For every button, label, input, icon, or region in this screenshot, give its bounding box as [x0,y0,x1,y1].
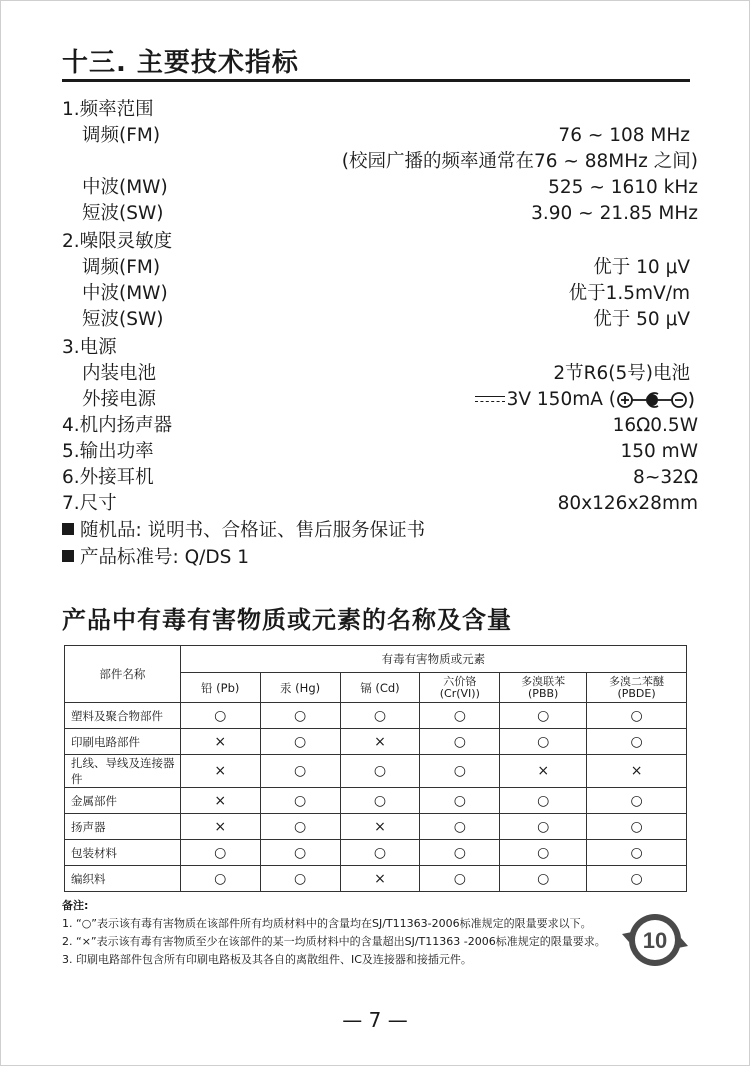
mark: ○ [420,755,500,788]
notes [62,897,606,969]
group-header: 有毒有害物质或元素 [180,646,686,673]
mark: ○ [340,788,420,814]
part-name: 编织料 [65,866,181,892]
spec-row [62,361,698,387]
spec-value: 优于1.5mV/m [568,283,690,304]
spec-label: 短波(SW) [82,203,164,224]
mark: × [180,729,260,755]
table-row [65,703,687,729]
mark: ○ [180,866,260,892]
epup-10-logo-icon [620,910,690,970]
polarity-icon [616,389,698,411]
mark: ○ [500,866,587,892]
mark: ○ [180,703,260,729]
part-name: 金属部件 [65,788,181,814]
accessories-line [62,518,425,544]
element-header: 多溴联苯 (PBB) [500,673,587,703]
table-row [65,729,687,755]
table-row [65,866,687,892]
table-row [65,840,687,866]
mark: ○ [260,814,340,840]
part-name: 扬声器 [65,814,181,840]
page-number: — 7 — [342,1008,408,1032]
bullet-square-icon [62,523,74,535]
section-title: 十三. 主要技术指标 [62,48,299,78]
spec-row [62,123,698,149]
note-item: 1. “○”表示该有毒有害物质在该部件所有均质材料中的含量均在SJ/T11363-2006标准规定的限量要求以下。 [62,917,592,930]
spec-value: 优于 10 μV [593,257,690,278]
spec-label: 3.电源 [62,337,117,358]
table-row [65,788,687,814]
spec-label: 2.噪限灵敏度 [62,231,173,252]
note-item: 2. “×”表示该有毒有害物质至少在该部件的某一均质材料中的含量超出SJ/T11363 -2006标准规定的限量要求。 [62,935,606,948]
spec-row [62,491,698,517]
spec-row [62,307,698,333]
mark: ○ [587,840,687,866]
section-rule [62,79,690,82]
spec-row [62,149,698,175]
mark: ○ [260,755,340,788]
mark: ○ [420,840,500,866]
mark: ○ [587,866,687,892]
mark: × [587,755,687,788]
part-header: 部件名称 [65,646,181,703]
spec-value: (校园广播的频率通常在76 ~ 88MHz 之间) [341,151,698,172]
spec-label: 调频(FM) [82,125,161,146]
mark: ○ [420,729,500,755]
spec-row [62,335,698,361]
spec-row [62,413,698,439]
mark: × [500,755,587,788]
mark: ○ [340,755,420,788]
mark: ○ [500,703,587,729]
spec-row [62,175,698,201]
part-name: 包装材料 [65,840,181,866]
element-header: 镉 (Cd) [340,673,420,703]
mark: ○ [587,814,687,840]
table-header-row [65,646,687,673]
mark: ○ [420,866,500,892]
note-item: 3. 印刷电路部件包含所有印刷电路板及其各自的离散组件、IC及连接器和接插元件。 [62,953,472,966]
bullet-text: 随机品: 说明书、合格证、售后服务保证书 [80,520,426,541]
bullet-square-icon [62,550,74,562]
mark: ○ [260,866,340,892]
mark: ○ [260,703,340,729]
spec-value: 优于 50 μV [593,309,690,330]
table-row [65,814,687,840]
table-row [65,755,687,788]
spec-label: 1.频率范围 [62,99,154,120]
spec-label: 6.外接耳机 [62,467,154,488]
spec-value: 8~32Ω [633,467,698,488]
spec-label: 7.尺寸 [62,493,117,514]
spec-value: 76 ~ 108 MHz [558,125,690,146]
mark: ○ [587,703,687,729]
spec-label: 中波(MW) [82,283,168,304]
spec-row [62,387,698,413]
spec-value-external-power [475,387,698,413]
mark: ○ [340,840,420,866]
spec-label: 中波(MW) [82,177,168,198]
notes-title: 备注: [62,899,89,912]
spec-row [62,229,698,255]
mark: × [340,866,420,892]
standard-line [62,545,249,571]
element-header: 铅 (Pb) [180,673,260,703]
mark: ○ [260,729,340,755]
bullet-text: 产品标准号: Q/DS 1 [80,547,250,568]
mark: ○ [587,729,687,755]
mark: ○ [587,788,687,814]
spec-row [62,97,698,123]
mark: ○ [500,840,587,866]
spec-value: 150 mW [620,441,698,462]
element-header: 汞 (Hg) [260,673,340,703]
spec-value: 16Ω0.5W [612,415,698,436]
mark: ○ [420,788,500,814]
spec-row [62,439,698,465]
part-name: 塑料及聚合物部件 [65,703,181,729]
spec-label: 短波(SW) [82,309,164,330]
mark: ○ [340,703,420,729]
spec-value: 80x126x28mm [557,493,698,514]
mark: ○ [260,840,340,866]
part-name: 扎线、导线及连接器件 [65,755,181,788]
spec-value: 2节R6(5号)电池 [553,363,690,384]
spec-row [62,281,698,307]
mark: × [340,814,420,840]
power-rating: 3V 150mA ( [506,389,616,410]
hazard-table [64,645,687,892]
spec-label: 外接电源 [82,389,157,410]
logo-text: 10 [642,928,668,953]
mark: × [340,729,420,755]
hazard-title: 产品中有毒有害物质或元素的名称及含量 [62,606,512,634]
spec-label: 4.机内扬声器 [62,415,173,436]
mark: × [180,788,260,814]
spec-row [62,255,698,281]
mark: ○ [500,788,587,814]
mark: × [180,814,260,840]
dc-symbol-icon [475,394,505,406]
spec-row [62,201,698,227]
mark: ○ [180,840,260,866]
spec-label: 5.输出功率 [62,441,154,462]
spec-label: 内装电池 [82,363,157,384]
mark: ○ [260,788,340,814]
mark: × [180,755,260,788]
element-header: 多溴二苯醚 (PBDE) [587,673,687,703]
spec-label: 调频(FM) [82,257,161,278]
mark: ○ [500,814,587,840]
spec-value: 525 ~ 1610 kHz [548,177,698,198]
mark: ○ [420,703,500,729]
element-header: 六价铬 (Cr(VI)) [420,673,500,703]
mark: ○ [500,729,587,755]
spec-value: 3.90 ~ 21.85 MHz [531,203,698,224]
part-name: 印刷电路部件 [65,729,181,755]
mark: ○ [420,814,500,840]
spec-row [62,465,698,491]
